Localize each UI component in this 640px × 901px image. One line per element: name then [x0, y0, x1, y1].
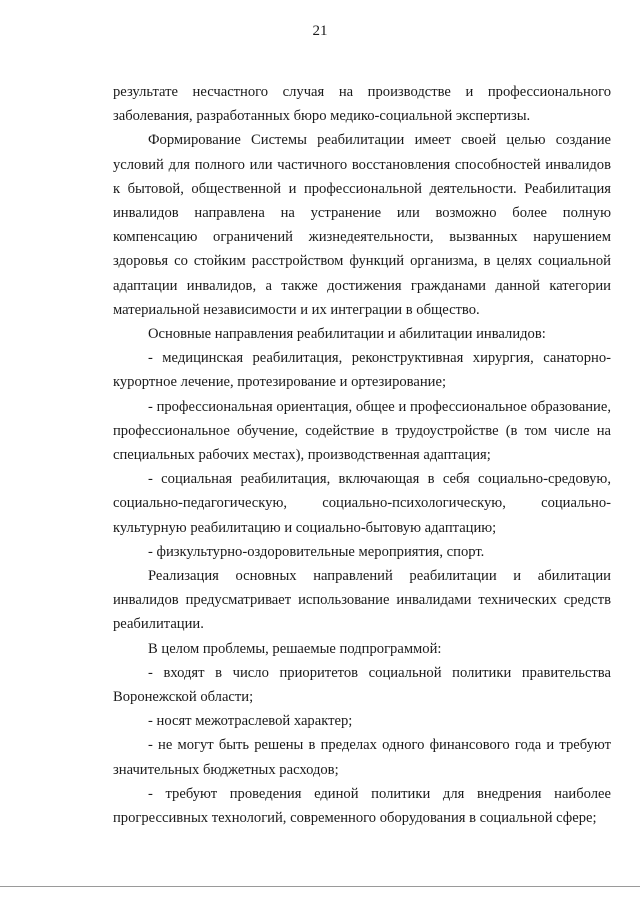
list-item-priorities: - входят в число приоритетов социальной политики правительства Воронежской области; — [113, 664, 611, 706]
paragraph-technical-means: Реализация основных направлений реабилитации и абилитации инвалидов предусматривает использование инвалидами технических средств реабилитации. — [113, 568, 611, 633]
list-item-social: - социальная реабилитация, включающая в себя социально-средовую, социально-педагогическую, социально-психологическую, социально-культурную реабилитацию и социально-бытовую адаптацию; — [113, 471, 611, 536]
paragraph-rehabilitation-goal: Формирование Системы реабилитации имеет своей целью создание условий для полного или частичного восстановления способностей инвалидов к бытовой, общественной и профессиональной деятельности. Реабилитация инвалидов направлена на устранение или возможно более полную компенсацию ограничений жизнедеятельности, вызванных нарушением здоровья со стойким расстройством функций организма, в целях социальной адаптации инвалидов, а также достижения гражданами данной категории материальной независимости и их интеграции в общество. — [113, 132, 611, 318]
document-body — [113, 80, 611, 830]
list-item-sport: - физкультурно-оздоровительные мероприятия, спорт. — [148, 543, 485, 560]
list-item-professional: - профессиональная ориентация, общее и профессиональное образование, профессиональное обучение, содействие в трудоустройстве (в том числе на специальных рабочих местах), производственная адаптация; — [113, 398, 611, 464]
paragraph-main-directions-heading: Основные направления реабилитации и абилитации инвалидов: — [148, 326, 546, 343]
paragraph-problems-heading: В целом проблемы, решаемые подпрограммой: — [148, 640, 442, 657]
list-item-unified-policy: - требуют проведения единой политики для внедрения наиболее прогрессивных технологий, современного оборудования в социальной сфере; — [113, 785, 611, 827]
list-item-budget: - не могут быть решены в пределах одного финансового года и требуют значительных бюджетных расходов; — [113, 737, 611, 778]
page-number: 21 — [312, 23, 328, 39]
paragraph-continuation: результате несчастного случая на производстве и профессионального заболевания, разработанных бюро медико-социальной экспертизы. — [113, 84, 611, 125]
bottom-divider — [0, 886, 640, 887]
list-item-medical: - медицинская реабилитация, реконструктивная хирургия, санаторно-курортное лечение, протезирование и ортезирование; — [113, 350, 611, 391]
list-item-intersectoral: - носят межотраслевой характер; — [148, 713, 353, 730]
